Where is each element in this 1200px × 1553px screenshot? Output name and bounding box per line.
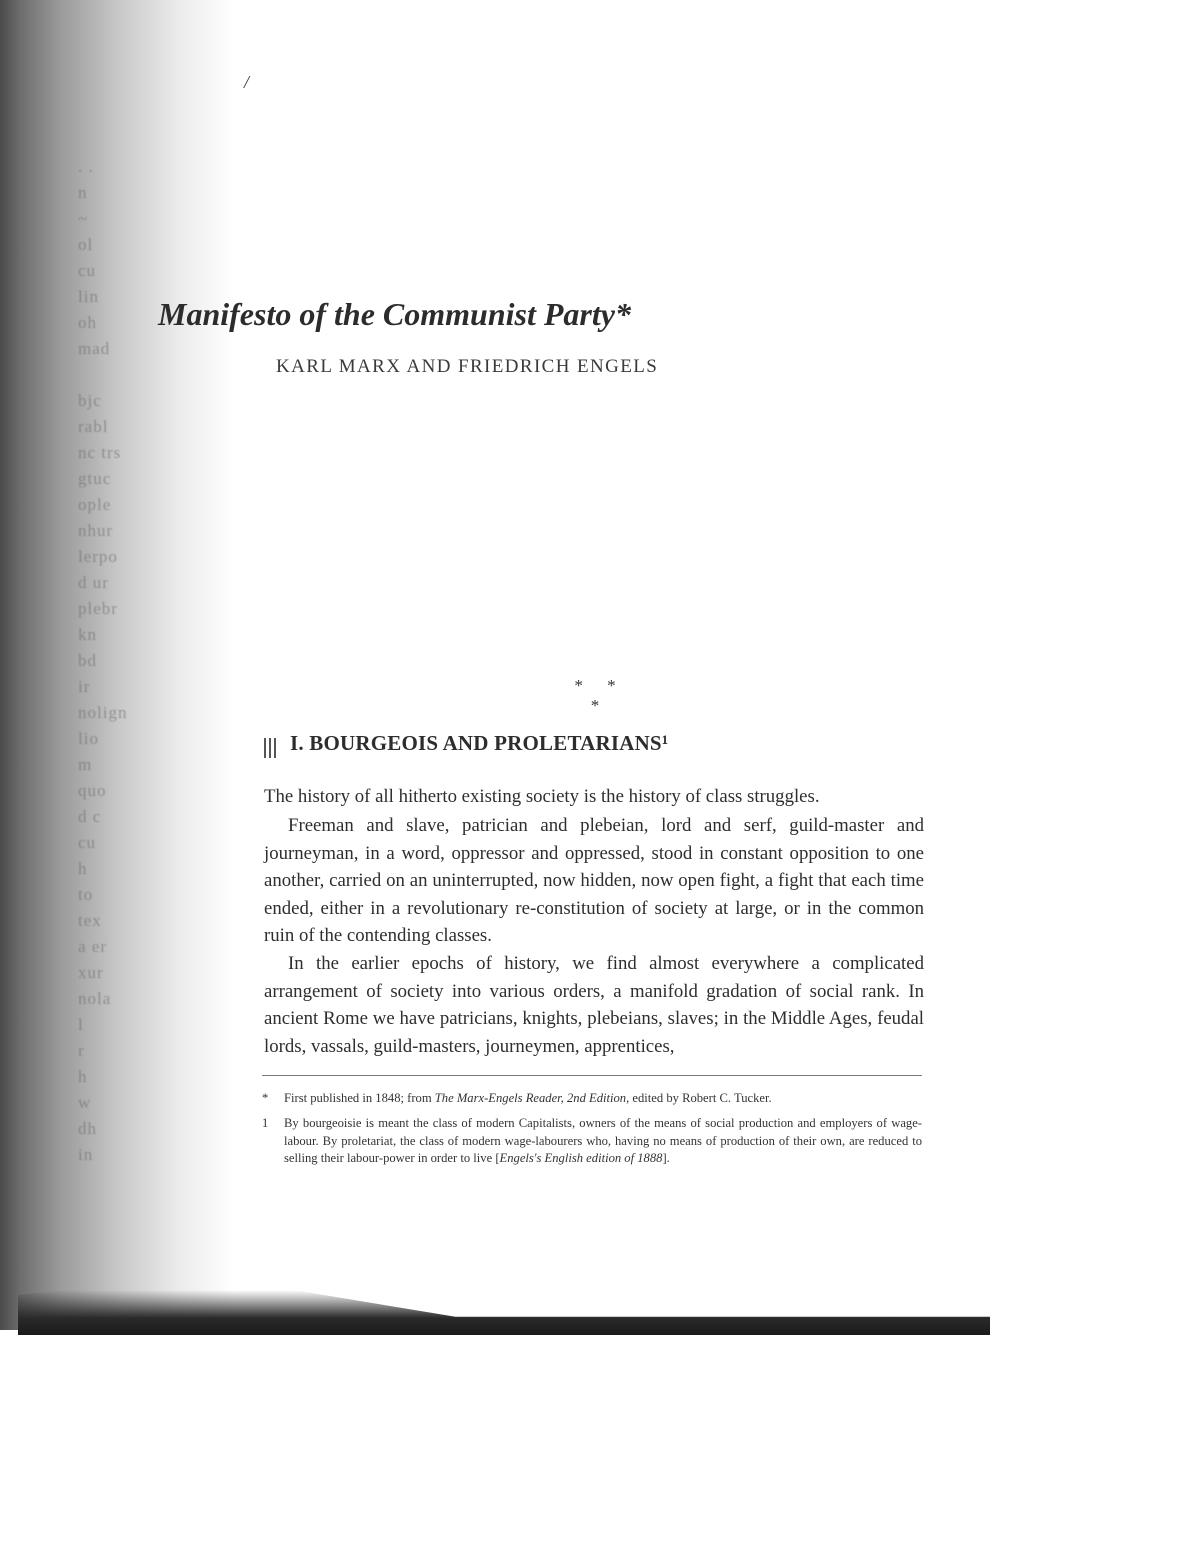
footnote-divider [262, 1075, 922, 1076]
footnote-text-part: By bourgeoisie is meant the class of modern Capitalists, owners of the means of social production and employers of wage-labour. By proletariat, the class of modern wage-labourers who, having no means of production of their own, are reduced to selling their labour-power in order to live [ [284, 1116, 922, 1166]
section-separator: * * * [574, 676, 626, 715]
body-text [264, 783, 924, 1061]
footnote-text-part: First published in 1848; from [284, 1091, 435, 1105]
footnote-edition-note: Engels's English edition of 1888 [499, 1151, 663, 1166]
footnote [262, 1090, 922, 1107]
footnote [262, 1115, 922, 1167]
footnote-marker: 1 [262, 1116, 269, 1131]
section-heading: I. BOURGEOIS AND PROLETARIANS¹ [290, 731, 669, 755]
footnote-text [284, 1090, 922, 1107]
pen-mark: / [244, 72, 250, 92]
footnote-marker: * [262, 1091, 269, 1105]
paragraph-2: Freeman and slave, patrician and plebeian, lord and serf, guild-master and journeyman, in a word, oppressor and oppressed, stood in constant opposition to one another, carried on an uninterrupted, now hidden, now open fight, a fight that each time ended, either in a revolutionary re-constitution of society at large, or in the common ruin of the contending classes. [264, 815, 924, 947]
footnote-source-title: The Marx-Engels Reader, 2nd Edition [434, 1091, 627, 1105]
footnote-text-part: ]. [662, 1151, 670, 1166]
margin-tick-mark [264, 738, 278, 758]
document-title: Manifesto of the Communist Party* [158, 296, 631, 332]
paragraph-3: In the earlier epochs of history, we find almost everywhere a complicated arrangement of society into various orders, a manifold gradation of social rank. In ancient Rome we have patricians, knights, plebeians, slaves; in the Middle Ages, feudal lords, vassals, guild-masters, journeymen, apprentices, [264, 953, 924, 1057]
footnotes [262, 1090, 922, 1176]
facing-page-bleed-through: . . n ~ ol cu lin oh mad bjc rabl nc trs gtuc ople nhur lerpo d ur plebr kn bd ir nolign lio m quo d c cu h to tex a er xur nola l r h w dh in [78, 157, 128, 1164]
paragraph-1: The history of all hitherto existing society is the history of class struggles. [264, 786, 820, 807]
document-authors: KARL MARX AND FRIEDRICH ENGELS [276, 356, 659, 377]
footnote-text-part: , edited by Robert C. Tucker. [626, 1091, 772, 1105]
footnote-text [284, 1115, 922, 1167]
